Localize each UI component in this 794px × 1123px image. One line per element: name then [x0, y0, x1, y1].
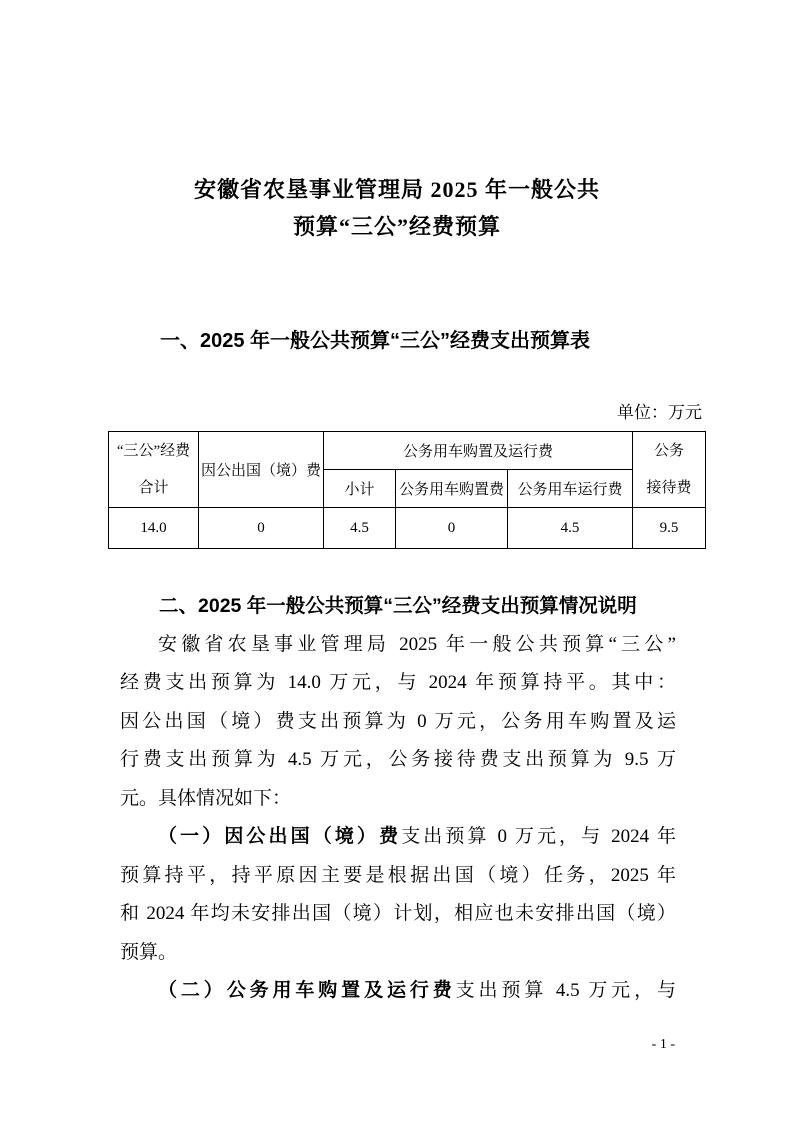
td-abroad-value: 0 — [199, 508, 324, 549]
th-reception-fee — [633, 432, 706, 508]
paragraph-2 — [120, 818, 676, 972]
td-total-value: 14.0 — [109, 508, 199, 549]
document-title — [0, 171, 794, 245]
th-sangong-total-line2: 合计 — [138, 479, 169, 496]
p2-line-1-rest: 支出预算 0 万元，与 2024 年 — [401, 826, 676, 847]
p3-line-1 — [120, 972, 676, 1011]
p1-line-4: 行费支出预算为 4.5 万元，公务接待费支出预算为 9.5 万 — [120, 749, 676, 770]
p1-line-5: 元。具体情况如下： — [120, 787, 292, 809]
p2-line-4: 预算。 — [120, 941, 178, 963]
p2-line-2: 预算持平，持平原因主要是根据出国（境）任务，2025 年 — [120, 864, 676, 886]
table-header-row-1 — [109, 432, 706, 470]
section2-body — [120, 587, 676, 1011]
td-reception-value: 9.5 — [633, 508, 706, 549]
th-abroad-fee: 因公出国（境）费 — [199, 432, 324, 508]
document-title-line1: 安徽省农垦事业管理局 2025 年一般公共 — [193, 177, 600, 202]
p3-line-1-rest: 支出预算 4.5 万元，与 — [455, 980, 676, 1001]
p1-line-3: 因公出国（境）费支出预算为 0 万元，公务用车购置及运 — [120, 710, 676, 732]
section2-heading: 二、2025 年一般公共预算“三公”经费支出预算情况说明 — [159, 595, 637, 617]
unit-label: 单位：万元 — [617, 403, 702, 422]
td-vehicle-purchase-value: 0 — [396, 508, 508, 549]
th-vehicle-group: 公务用车购置及运行费 — [324, 432, 633, 470]
section1-heading: 一、2025 年一般公共预算“三公”经费支出预算表 — [160, 330, 591, 352]
paragraph-3 — [120, 972, 676, 1011]
p1-line-1: 安徽省农垦事业管理局 2025 年一般公共预算“三公” — [158, 633, 676, 655]
th-sangong-total-line1: “三公”经费 — [116, 442, 191, 459]
th-vehicle-subtotal: 小计 — [324, 470, 396, 508]
td-vehicle-subtotal-value: 4.5 — [324, 508, 396, 549]
td-vehicle-operation-value: 4.5 — [508, 508, 633, 549]
p2-bold-lead: （一）因公出国（境）费 — [158, 826, 402, 847]
p2-line-3: 和 2024 年均未安排出国（境）计划，相应也未安排出国（境） — [120, 903, 676, 924]
document-title-line2: 预算“三公”经费预算 — [292, 214, 501, 239]
th-reception-line2: 接待费 — [646, 479, 692, 496]
th-vehicle-operation: 公务用车运行费 — [508, 470, 633, 508]
th-sangong-total — [109, 432, 199, 508]
table-data-row — [109, 508, 706, 549]
th-vehicle-purchase: 公务用车购置费 — [396, 470, 508, 508]
budget-table — [108, 431, 706, 549]
p3-bold-lead: （二）公务用车购置及运行费 — [158, 980, 456, 1001]
page-number: - 1 - — [651, 1037, 675, 1052]
th-reception-line1: 公务 — [654, 442, 685, 459]
p2-line-1 — [120, 818, 676, 857]
p1-line-2: 经费支出预算为 14.0 万元，与 2024 年预算持平。其中： — [120, 672, 676, 693]
paragraph-1 — [120, 626, 676, 819]
